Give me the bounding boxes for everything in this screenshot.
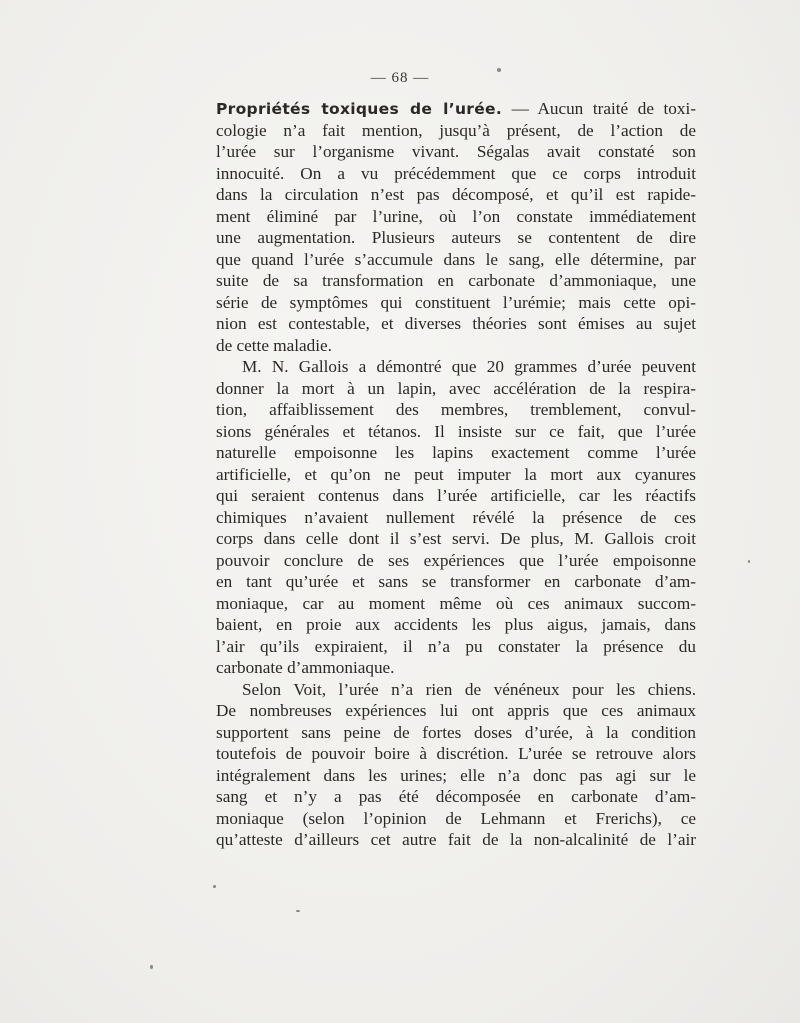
- text-line: moniaque, car au moment même où ces animaux succom-: [216, 593, 696, 613]
- text-line: innocuité. On a vu précédemment que ce corps introduit: [216, 163, 696, 183]
- text-line: carbonate d’ammoniaque.: [216, 658, 395, 677]
- text-line: suite de sa transformation en carbonate d’ammoniaque, une: [216, 271, 696, 290]
- text-line: une augmentation. Plusieurs auteurs se contentent de dire: [216, 228, 696, 247]
- text-line: l’urée sur l’organisme vivant. Ségalas avait constaté son: [216, 142, 696, 161]
- text-line: nion est contestable, et diverses théories sont émises au sujet: [216, 314, 696, 333]
- text-line: intégralement dans les urines; elle n’a donc pas agi sur le: [216, 765, 696, 785]
- text-line: sions générales et tétanos. Il insiste sur ce fait, que l’urée: [216, 421, 696, 441]
- text-line: toutefois de pouvoir boire à discrétion. L’urée se retrouve alors: [216, 744, 696, 763]
- paper-speck: [497, 68, 501, 72]
- section-heading: Propriétés toxiques de l’urée.: [216, 100, 503, 118]
- text-line: qui seraient contenus dans l’urée artificielle, car les réactifs: [216, 486, 696, 505]
- text-line: de cette maladie.: [216, 335, 332, 355]
- text-line-first: [216, 98, 696, 120]
- text-line: série de symptômes qui constituent l’urémie; mais cette opi-: [216, 292, 696, 312]
- page-number: — 68 —: [370, 70, 430, 86]
- text-line: moniaque (selon l’opinion de Lehmann et Frerichs), ce: [216, 808, 696, 828]
- body-text: [216, 98, 696, 851]
- text-line: cologie n’a fait mention, jusqu’à présent, de l’action de: [216, 120, 696, 140]
- first-line-text: — Aucun traité de toxi-: [511, 99, 696, 118]
- text-line: tion, affaiblissement des membres, tremblement, convul-: [216, 400, 696, 419]
- text-line: Selon Voit, l’urée n’a rien de vénéneux pour les chiens.: [242, 679, 696, 699]
- text-line: l’air qu’ils expiraient, il n’a pu constater la présence du: [216, 636, 696, 656]
- paper-speck: [296, 910, 300, 912]
- text-line: supportent sans peine de fortes doses d’urée, à la condition: [216, 722, 696, 742]
- text-line: ment éliminé par l’urine, où l’on constate immédiatement: [216, 206, 696, 226]
- text-line: donner la mort à un lapin, avec accélération de la respira-: [216, 378, 696, 398]
- text-line: dans la circulation n’est pas décomposé, et qu’il est rapide-: [216, 185, 696, 204]
- text-line: pouvoir conclure de ses expériences que l’urée empoisonne: [216, 550, 696, 570]
- text-line: sang et n’y a pas été décomposée en carbonate d’am-: [216, 787, 696, 806]
- text-line: artificielle, et qu’on ne peut imputer la mort aux cyanures: [216, 464, 696, 484]
- paper-speck: [150, 965, 153, 969]
- text-line: M. N. Gallois a démontré que 20 grammes d’urée peuvent: [242, 357, 696, 376]
- paper-speck: [748, 560, 750, 563]
- text-line: chimiques n’avaient nullement révélé la présence de ces: [216, 507, 696, 527]
- paper-speck: [213, 885, 216, 888]
- text-line: De nombreuses expériences lui ont appris que ces animaux: [216, 701, 696, 720]
- text-line: baient, en proie aux accidents les plus aigus, jamais, dans: [216, 615, 696, 634]
- text-line: que quand l’urée s’accumule dans le sang, elle détermine, par: [216, 249, 696, 269]
- text-line: qu’atteste d’ailleurs cet autre fait de la non-alcalinité de l’air: [216, 830, 696, 849]
- text-line: naturelle empoisonne les lapins exactement comme l’urée: [216, 443, 696, 462]
- text-line: en tant qu’urée et sans se transformer en carbonate d’am-: [216, 572, 696, 591]
- text-line: corps dans celle dont il s’est servi. De plus, M. Gallois croit: [216, 529, 696, 548]
